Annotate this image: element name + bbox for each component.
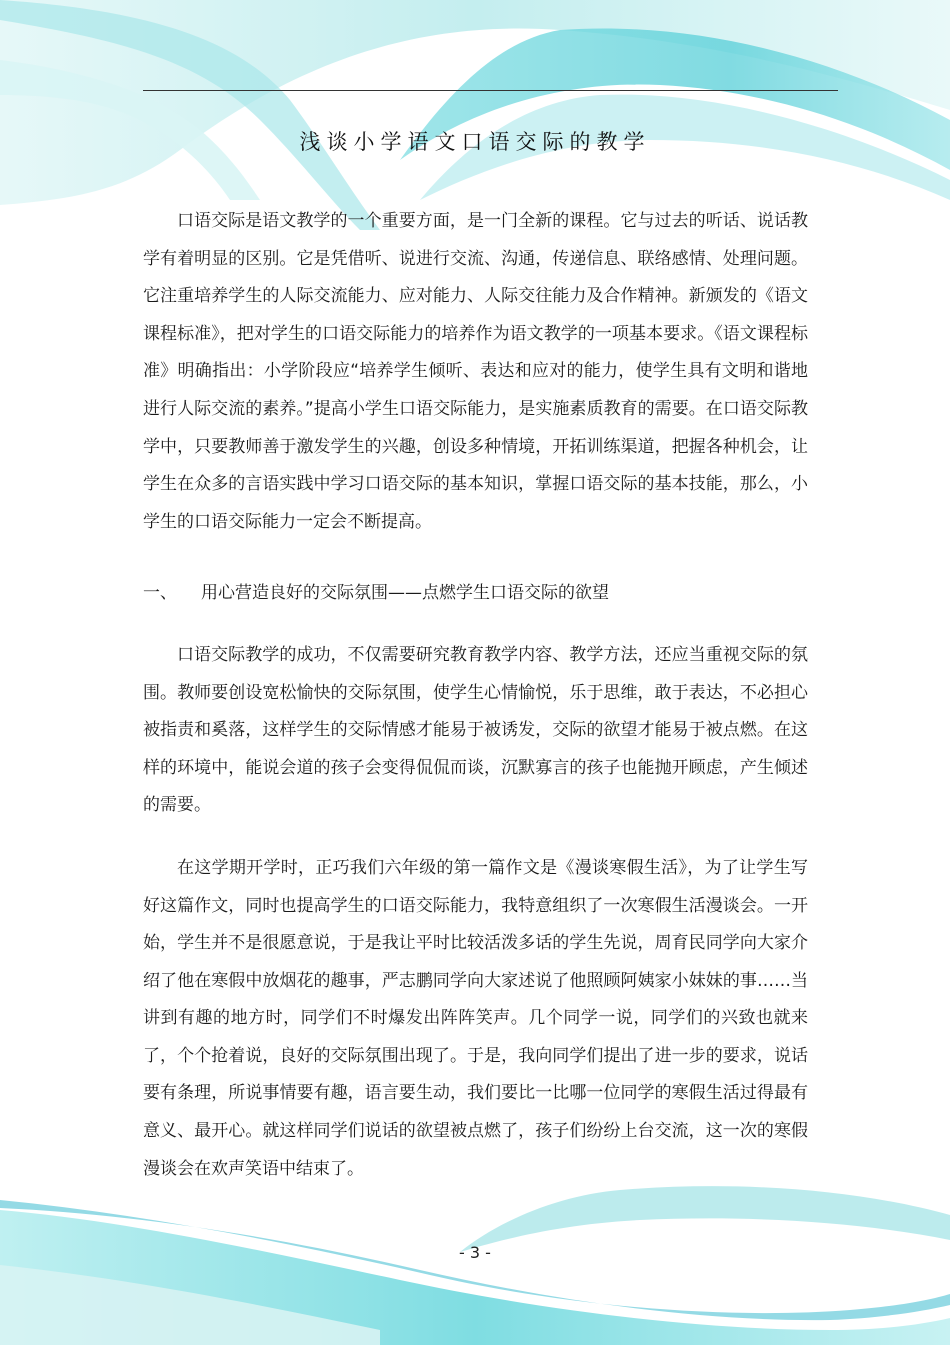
body-paragraph: 口语交际教学的成功，不仅需要研究教育教学内容、教学方法，还应当重视交际的氛围。教师要创设宽松愉快的交际氛围，使学生心情愉悦，乐于思维，敢于表达，不必担心被指责和奚落，这样学生的交际情感才能易于被诱发，交际的欲望才能易于被点燃。在这样的环境中，能说会道的孩子会变得侃侃而谈，沉默寡言的孩子也能抛开顾虑，产生倾述的需要。 (143, 644, 808, 816)
header-rule (143, 90, 838, 91)
section-heading-text: 用心营造良好的交际氛围——点燃学生口语交际的欲望 (201, 583, 609, 604)
body-paragraph: 在这学期开学时，正巧我们六年级的第一篇作文是《漫谈寒假生活》，为了让学生写好这篇作文，同时也提高学生的口语交际能力，我特意组织了一次寒假生活漫谈会。一开始，学生并不是很愿意说，于是我让平时比较活泼多话的学生先说，周育民同学向大家介绍了他在寒假中放烟花的趣事，严志鹏同学向大家述说了他照顾阿姨家小妹妹的事……当讲到有趣的地方时，同学们不时爆发出阵阵笑声。几个同学一说，同学们的兴致也就来了，个个抢着说，良好的交际氛围出现了。于是，我向同学们提出了进一步的要求，说话要有条理，所说事情要有趣，语言要生动，我们要比一比哪一位同学的寒假生活过得最有意义、最开心。就这样同学们说话的欲望被点燃了，孩子们纷纷上台交流，这一次的寒假漫谈会在欢声笑语中结束了。 (143, 857, 808, 1179)
intro-paragraph: 口语交际是语文教学的一个重要方面，是一门全新的课程。它与过去的听话、说话教学有着明显的区别。它是凭借听、说进行交流、沟通，传递信息、联络感情、处理问题。它注重培养学生的人际交流能力、应对能力、人际交往能力及合作精神。新颁发的《语文课程标准》，把对学生的口语交际能力的培养作为语文教学的一项基本要求。《语文课程标准》明确指出：小学阶段应“培养学生倾听、表达和应对的能力，使学生具有文明和谐地进行人际交流的素养。”提高小学生口语交际能力，是实施素质教育的需要。在口语交际教学中，只要教师善于激发学生的兴趣，创设多种情境，开拓训练渠道，把握各种机会，让学生在众多的言语实践中学习口语交际的基本知识，掌握口语交际的基本技能，那么，小学生的口语交际能力一定会不断提高。 (143, 211, 808, 532)
page-number: - 3 - (459, 1243, 491, 1262)
document-body (143, 203, 808, 1188)
document-title: 浅谈小学语文口语交际的教学 (299, 130, 651, 154)
section-number: 一、 (143, 583, 177, 604)
section-heading (143, 575, 808, 613)
